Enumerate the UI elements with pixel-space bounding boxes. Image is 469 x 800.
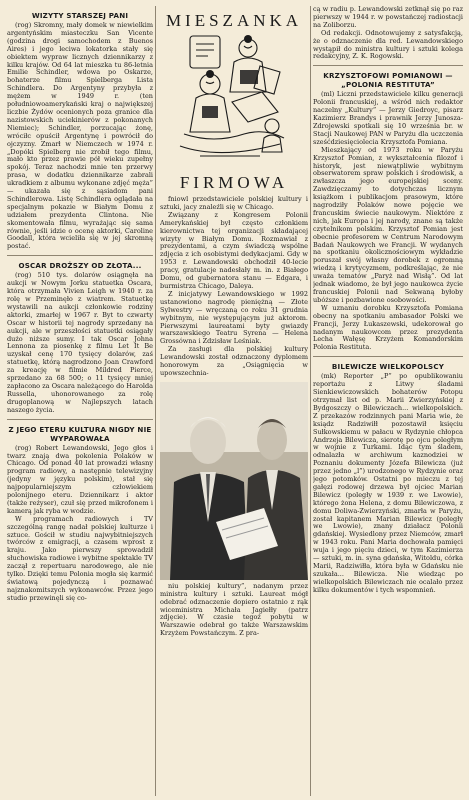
paragraph: (rog) Robert Lewandowski, Jego głos i twarz znają dwa pokolenia Polaków w Chicago. Od ponad 40 lat prowadzi własny program radiowy, a następnie telewizyjny (jedyny w języku polskim), stał się najpopularniejszym człowiekiem polonijnego eteru. Dziennikarz i aktor (także reżyser), czuł się przed mikrofonem i kamerą jak ryba w wodzie. <box>7 443 153 515</box>
column-right <box>313 6 463 796</box>
masthead-illustration <box>160 6 308 196</box>
photo-drawing <box>160 382 308 580</box>
figures-drawing <box>180 36 284 156</box>
divider <box>313 356 463 357</box>
paragraph: niu polskiej kultury”, nadanym przez ministra kultury i sztuki. Laureat mógł odebrać odznaczenie dopiero ostatnio z rąk wiceministra Michała Jagiełły (patrz zdjęcie). W czasie tegoż pobytu w Warszawie odebrał go także Warszawskim Krzyżem Powstańczym. Z pra- <box>160 581 308 638</box>
paragraph: (rog) 510 tys. dolarów osiągnęła na aukcji w Nowym Jorku statuetka Oscara, która otrzymała Vivien Leigh w 1940 r. za rolę w Przeminęło z wiatrem. Statuetkę wystawili na aukcji członkowie rodziny aktorki, zmarłej w 1967 r. Byt to czwarty Oscar w historii tej nagrody sprzedany na aukcji, ale w przeszłości statuetki osiągały dużo niższe sumy. I tak Oscar Johna Lennona za piosenkę z filmu Let It Be uzyskał cenę 170 tysięcy dolarów, zaś statuetkę, którą nagrodzono Joan Crawford za kreację w filmie Mildred Pierce, sprzedano za 68 500; o 11 tysięcy mniej zapłacono za Oscara należącego do Harolda Russella, uhonorowanego za rolę drugoplanową w Najlepszych latach naszego życia. <box>7 271 153 414</box>
paragraph: (rog) Skromny, mały domek w niewielkim argentyńskim miasteczku San Vicente (godzina drogi samochodem z Buenos Aires) i jego leciwa lokatorka stały się obiektem wypraw licznych dziennikarzy z kilku krajów. Od 64 lat mieszka tu 86-letnia Emilie Schindler, wdowa po Oskarze, bohaterze filmu Spielberga Lista Schindlera. Do Argentyny przybyła z mężem w 1949 r. (ten południowoamerykański kraj o największej liczbie Żydów ocenionych poza granice dla nazistowskich uciekinierów z pokonanych Niemiec); Schindler, porzucając żonę, wróciłc opuścił Argentynę i powrócił do ojczyzny. Zmarł w Niemczech w 1974 r. „Dopóki Spielberg nie zrobił tego filmu, mało kto przez prawie pół wieku zupełny spokój. Teraz nachodzi mnie ten przerwy prasa, w dodatku dziennikarze zabrali ukradkiem z albumu wykonane zdjęć męża” — ukazała się z sąsiadom pani Schindlerowa. Listę Schindlera oglądała na specjalnym pokazie w Białym Domu z udziałem prezydenta Clintona. Nie skomentowała filmu, wyrażając się sama równie, jeśli idzie o ocenę aktorki, Caroline Goodall, która wcieliła się w jej skromną postać. <box>7 21 153 251</box>
headline-oscar: OSCAR DROŻSZY OD ZŁOTA... <box>18 261 142 271</box>
paragraph: cą w radiu p. Lewandowski zetknął się po raz pierwszy w 1944 r. w powstańczej radiostacji na Zoliborzu. <box>313 6 463 29</box>
paragraph: Związany z Kongresem Polonii Amerykańskiej był często członkiem kierownictwa tej organizacji składającej wizyty w Białym Domu. Rozmawiał z prezydentami, a czym świadczą wspólne zdjęcia z ich osobistymi dedykacjami. Gdy w 1953 r. Lewandowski obchodził 40-lecie pracy, gratulacje nadesłały m. in. z Białego Domu, od gubernatora stanu — Edgara, i burmistrza Chicago, Daleya. <box>160 210 308 290</box>
paragraph: W programach radiowych i TV szczególną rangę nadał polskiej kulturze i sztuce. Gościł w studiu najwybitniejszych twórców z emigracji, a czasem wprost z kraju. Jako pierwszy sprowadził słuchowiska radiowe i wybitne spektakle TV zaczął z repertuaru narodowego, ale nie tylko. Dzięki temu Polonia mogła się karmić światową pojedynczą i poznawać najznakomitszych wykonawców. Przez jego studio przewinęli się co- <box>7 514 153 602</box>
masthead-title-top: MIESZANKA <box>165 11 303 30</box>
paragraph: Za zasługi dla polskiej kultury Lewandowski został odznaczony dyplomem honorowym za „Osiągnięcia w upowszechnia- <box>160 345 308 377</box>
headline-pomian: KRZYSZTOFOWI POMIANOWI — „POLONIA RESTITUTA” <box>323 71 453 90</box>
paragraph: Z inicjatywy Lewandowskiego w 1992 ustanowiono nagrodę pieniężną — Złote Sylwestry — wręczaną co roku 31 grudnia wybitnym, nie występującym już aktorom. Pierwszymi laureatami byty gwiazdy warszawskiego Teatru Syrena — Helena Grossówna i Zdzisław Leśniak. <box>160 289 308 346</box>
headline-bilewicze: BILEWICZE WIELKOPOLSCY <box>331 362 445 372</box>
column-rule <box>155 6 156 796</box>
headline-eter: Z JEGO ETERU KULTURA NIGDY NIE WYPAROWAŁA <box>8 424 152 443</box>
column-left <box>7 6 153 796</box>
paragraph: fniowl przedstawiciele polskiej kultury i sztuki, jacy znaleźli się w Chicago. <box>160 195 308 211</box>
photo-award-ceremony <box>160 382 308 580</box>
divider <box>7 255 153 256</box>
divider <box>313 65 463 66</box>
paragraph: (mk) Reporter „P” po opublikowaniu reportażu z Litwy śladami Sienkiewiczowskich bohaterów Potopu otrzymał list od p. Marii Zwierzyńskiej z Bydgoszczy o Bilewiczach... wielkopolskich. Z przekazów rodzinnych pani Maria wie, że ksiądz Radziwiłł pozostawił księciu Sułkowskiemu w pałacu w Rydzynie chłopca Andrzeja Bilewicza, sierotę po ojcu poległym w wojnie z Turkami. Idąc tym śladem, odnalazła w archiwum kaznodziei w Poznaniu dokumenty Józefa Bilewicza (już przez jedno „l”) urodzonego w Rydzynie oraz jego potomków. Ostatni po mieczu z tej gałęzi rodowej drzewa był ojciec Marian Bilewicz (poległy w 1939 r. we Lwowie), którego żona Helena, z domu Bilewiczowa, z domu Doliwa-Zwierzyński, zmarła w Paryżu, został kapitanem Marian Bilewicz (poległy we Lwowie), znany działacz Polonii gdańskiej. Wysiedlony przez Niemców, zmarł w 1943 roku. Pani Maria dochowała pamięci wuja i jego pięciu dzieci, w tym Kazimierza — sztuki, m. in. syna gdańska, Witoldu, córka Marii, Radziwiłła, która była w Gdańsku nie szukała... Bilewicza. Nie wiedząc po wielkopolskich Bilewiczach nie ocalało przez kilku dokumentów i tych wspomnień. <box>313 372 463 594</box>
paragraph: (ml) Liczni przedstawiciele kilku generacji Polonii francuskiej, a wśród nich redaktor naczelny „Kultury” — Jerzy Giedroyc, pisarz Kazimierz Brandys i prawnik Jerzy Junosza-Zdrojewski spotkali się 10 września br. w Stacji Naukowej PAN w Paryżu dla uczczenia sześćdziesięciolecia Krzysztofa Pomiana. <box>313 90 463 146</box>
divider <box>7 419 153 420</box>
paragraph: W uznaniu dorobku Krzysztofa Pomiana obecny na spotkaniu ambasador Polski we Francji, Jerzy Łukaszewski, udekorował go nadanym naukowcom przez prezydenta Lecha Wałęsę Krzyżem Komandorskim Polonia Restituta. <box>313 303 463 352</box>
illustration-drawing <box>160 6 308 196</box>
column-middle <box>160 6 308 796</box>
column-rule <box>310 6 311 796</box>
masthead-title-bottom: FIRMOWA <box>179 173 289 192</box>
headline-wizyty: WIZYTY STARSZEJ PANI <box>31 11 129 20</box>
paragraph: Od redakcji. Odnotowujemy z satysfakcją, że o odznaczenie dla red. Lewandowskiego wystąpił do ministra kultury i sztuki kolega redakcyjny, Z. K. Rogowski. <box>313 28 463 61</box>
paragraph: Mieszkający od 1973 roku w Paryżu Krzysztof Pomian, z wykształcenia filozof i historyk, jest niewątpliwie wybitnym obserwatorem spraw polskich i środowisk, a zwłaszcza jego europejskiej sceny. Zawdzięczamy to dotychczas licznym książkom i publikacjom prasowym, które nagrodziły Polaków nowe pojęcie we francuskim świecie naukowym. Niektóre z nich, jak Europa i jej narody, znane są także czytelnikom polskim. Krzysztof Pomian jest obecnie profesorem w Centrum Narodowym Badań Naukowych we Francji. W wydanych na spotkaniu okolicznościowym wykładzie poruszał swój własny dorobek z ogromną wiedzą i krytycyzmem, podkreślając, że nie uważa tematów „Paryż nad Wisłą”. Od lat jednak wiadomo, że był jego naukowca życie francuskiej Polonii nad Sekwaną byłoby ubóższe i pozbawione osobowości. <box>313 145 463 304</box>
